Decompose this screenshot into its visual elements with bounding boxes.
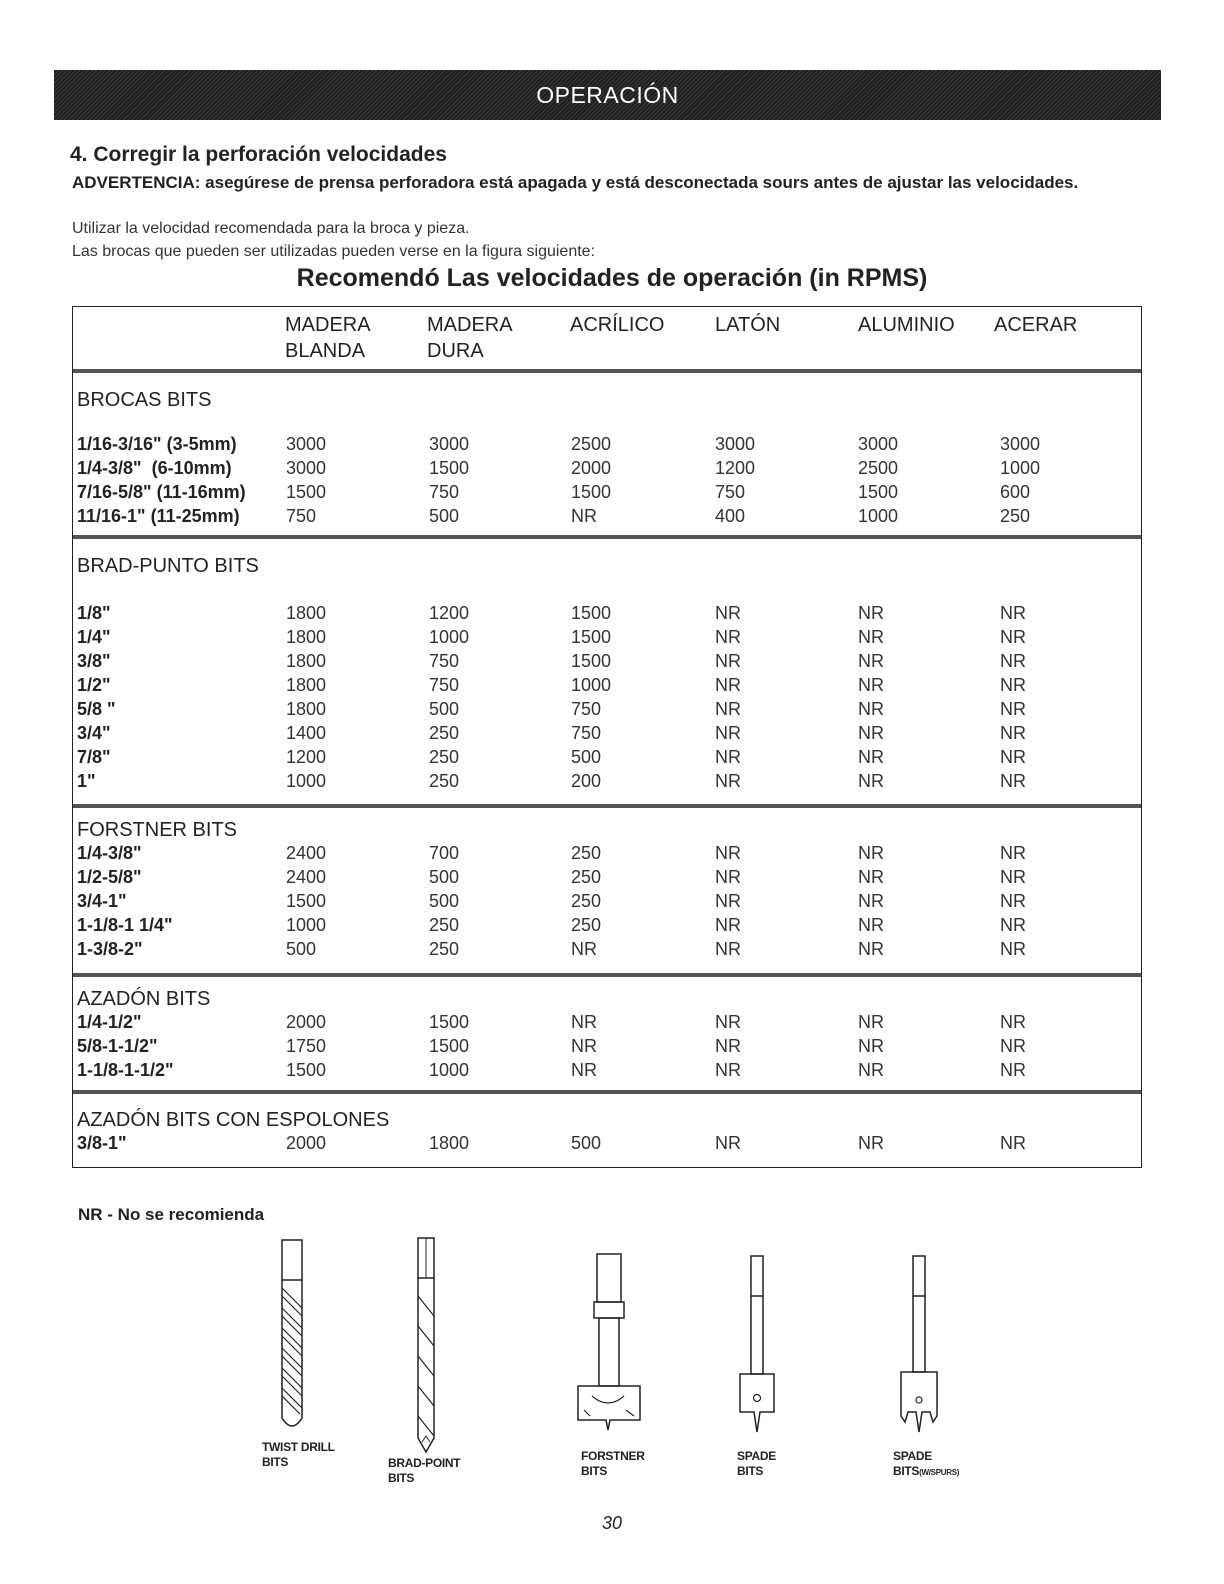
table-row: 1-1/8-1 1/4" 1000 250 250 NR NR NR xyxy=(77,915,1026,935)
column-header: ACERAR xyxy=(994,314,1078,336)
instruction-line-1: Utilizar la velocidad recomendada para la broca y pieza. xyxy=(72,220,470,237)
table-row: 7/8" 1200 250 500 NR NR NR xyxy=(77,747,1026,767)
column-header: ACRÍLICO xyxy=(570,314,665,336)
speed-table xyxy=(72,306,1142,1168)
table-row: 5/8 " 1800 500 750 NR NR NR xyxy=(77,699,1026,719)
table-title: Recomendó Las velocidades de operación (in RPMS) xyxy=(296,264,928,292)
table-row: 3/4-1" 1500 500 250 NR NR NR xyxy=(77,891,1026,911)
twist-drill-caption: TWIST DRILL BITS xyxy=(262,1440,335,1469)
table-row: 1/4-3/8" 2400 700 250 NR NR NR xyxy=(77,843,1026,863)
spade-spurs-caption: SPADE BITS(W/SPURS) xyxy=(893,1449,960,1478)
column-header: MADERA BLANDA xyxy=(285,314,371,362)
table-row: 1/4-1/2" 2000 1500 NR NR NR NR xyxy=(77,1012,1026,1032)
nr-legend-note: NR - No se recomienda xyxy=(78,1205,265,1224)
spade-caption: SPADE BITS xyxy=(737,1449,776,1478)
section-label: FORSTNER BITS xyxy=(77,819,238,841)
table-row: 5/8-1-1/2" 1750 1500 NR NR NR NR xyxy=(77,1036,1026,1056)
section-label: AZADÓN BITS CON ESPOLONES xyxy=(77,1109,390,1131)
brad-point-bit-icon xyxy=(408,1236,444,1458)
table-row: 1/2-5/8" 2400 500 250 NR NR NR xyxy=(77,867,1026,887)
section-heading: 4. Corregir la perforación velocidades xyxy=(70,143,447,166)
brad-point-caption: BRAD-POINT BITS xyxy=(388,1456,461,1485)
table-row: 1/8" 1800 1200 1500 NR NR NR xyxy=(77,603,1026,623)
section-label: BROCAS BITS xyxy=(77,389,212,411)
table-row: 1/4" 1800 1000 1500 NR NR NR xyxy=(77,627,1026,647)
table-divider xyxy=(73,535,1141,539)
banner-title: OPERACIÓN xyxy=(536,81,679,108)
table-row: 3/8" 1800 750 1500 NR NR NR xyxy=(77,651,1026,671)
column-header: ALUMINIO xyxy=(858,314,955,336)
spade-bit-spurs-icon xyxy=(897,1254,941,1434)
section-label: AZADÓN BITS xyxy=(77,988,211,1010)
column-header: LATÓN xyxy=(715,314,781,336)
table-divider xyxy=(73,1090,1141,1094)
table-divider xyxy=(73,973,1141,977)
table-row: 1-1/8-1-1/2" 1500 1000 NR NR NR NR xyxy=(77,1060,1026,1080)
column-header: MADERA DURA xyxy=(427,314,513,362)
table-divider xyxy=(73,369,1141,373)
table-row: 1/4-3/8" (6-10mm) 3000 1500 2000 1200 2500 1000 xyxy=(77,458,1041,478)
table-row: 3/4" 1400 250 750 NR NR NR xyxy=(77,723,1026,743)
twist-drill-bit-icon xyxy=(270,1238,314,1436)
table-divider xyxy=(73,804,1141,808)
table-row: 1/2" 1800 750 1000 NR NR NR xyxy=(77,675,1026,695)
table-row: 1" 1000 250 200 NR NR NR xyxy=(77,771,1026,791)
forstner-caption: FORSTNER BITS xyxy=(581,1449,645,1478)
instruction-line-2: Las brocas que pueden ser utilizadas pueden verse en la figura siguiente: xyxy=(72,243,596,260)
table-row: 1-3/8-2" 500 250 NR NR NR NR xyxy=(77,939,1026,959)
table-row: 1/16-3/16" (3-5mm) 3000 3000 2500 3000 3000 3000 xyxy=(77,434,1041,454)
table-row: 11/16-1" (11-25mm) 750 500 NR 400 1000 250 xyxy=(77,506,1031,526)
table-row: 7/16-5/8" (11-16mm) 1500 750 1500 750 1500 600 xyxy=(77,482,1031,502)
spade-bit-icon xyxy=(736,1254,778,1434)
forstner-bit-icon xyxy=(574,1250,644,1436)
section-banner xyxy=(54,70,1161,120)
section-label: BRAD-PUNTO BITS xyxy=(77,555,259,577)
page-number: 30 xyxy=(601,1513,623,1533)
table-row: 3/8-1" 2000 1800 500 NR NR NR xyxy=(77,1133,1026,1153)
warning-text: ADVERTENCIA: asegúrese de prensa perforadora está apagada y está desconectada sours antes de ajustar las velocidades. xyxy=(72,173,1079,192)
